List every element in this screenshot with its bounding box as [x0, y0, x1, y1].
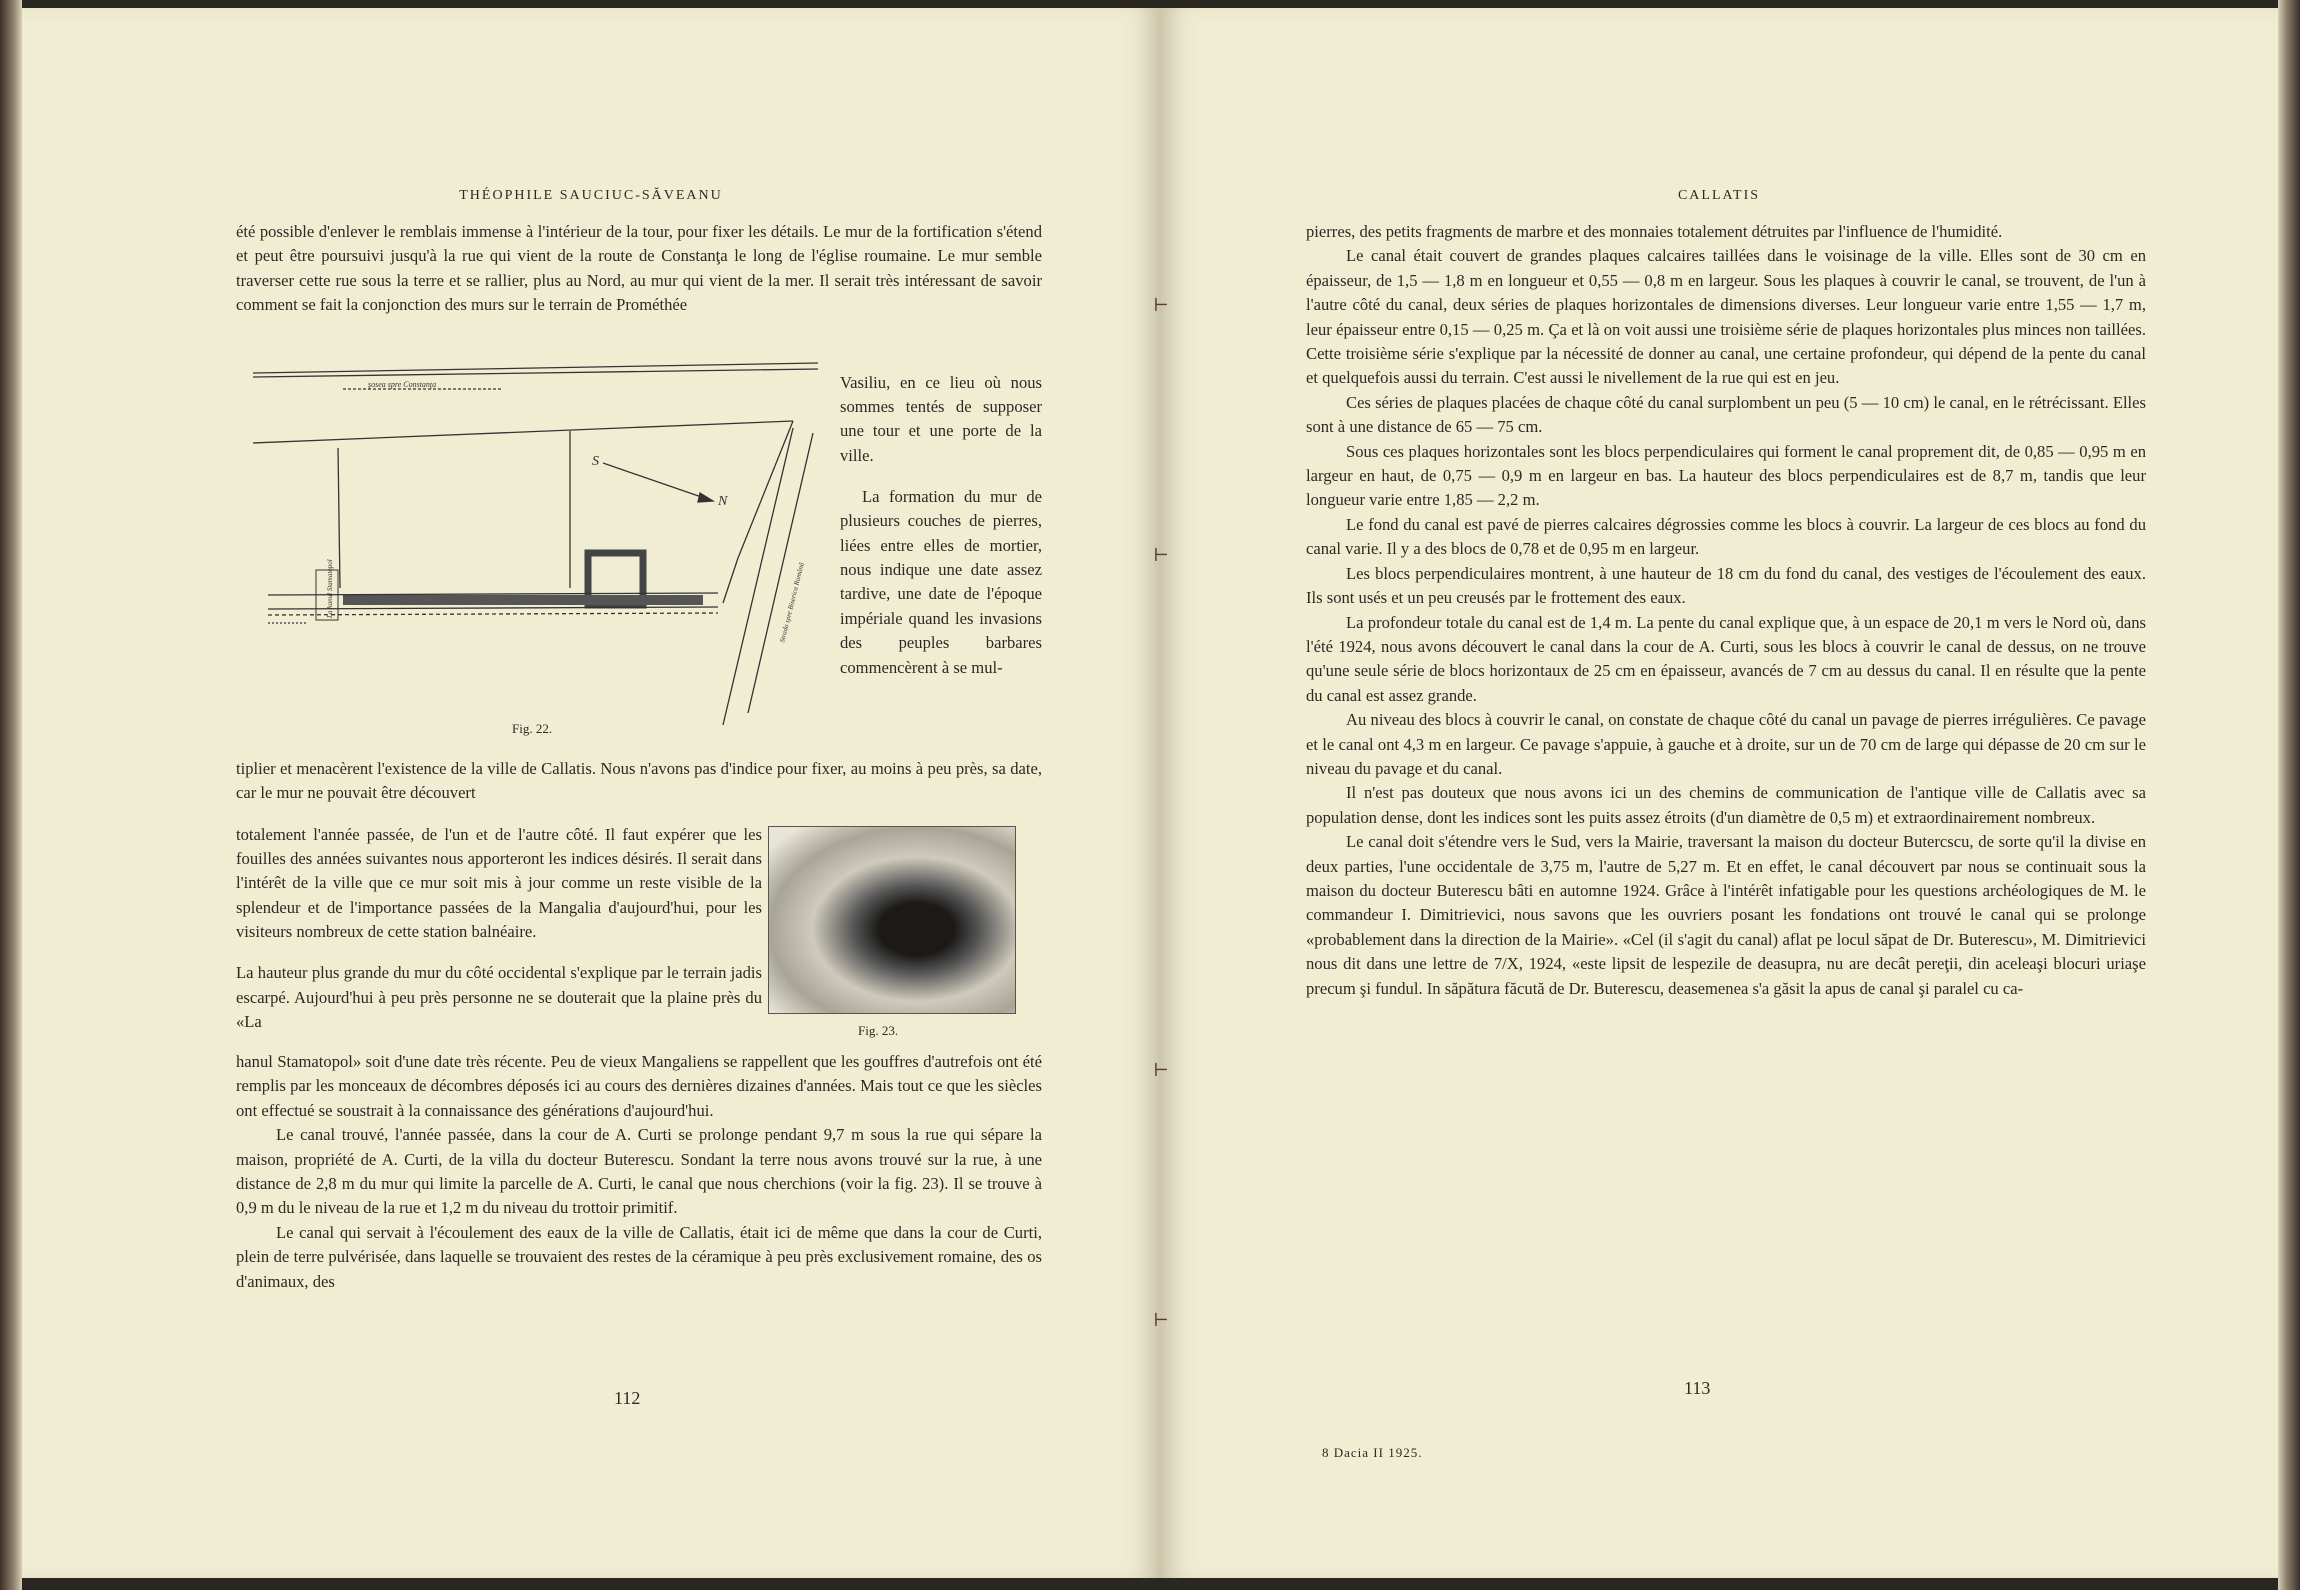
right-para-6: Les blocs perpendiculaires montrent, à une hauteur de 18 cm du fond du canal, des vestiges de l'écoulement des eaux. Ils sont usés et un peu creusés par le frottement des eaux. [1306, 563, 2146, 608]
fig22-south-label: S [592, 454, 599, 469]
figure-23-caption: Fig. 23. [858, 1023, 899, 1038]
figure-23-photo [768, 826, 1016, 1014]
left-para3-full: hanul Stamatopol» soit d'une date très récente. Peu de vieux Mangaliens se rappellent que les gouffres d'autrefois ont été remplis par les monceaux de décombres déposés ici au cours des dernières dizaines d'années. Mais tout ce que les siècles ont effectué se soustrait à la connaissance des générations d'aujourd'hui. Le canal trouvé, l'année passée, dans la cour de A. Curti se prolonge pendant 9,7 m sous la rue qui sépare la maison, propriété de A. Curti, de la villa du docteur Buterescu. Sondant la terre nous avons trouvé sur la rue, à une distance de 2,8 m du mur qui limite la parcelle de A. Curti, le canal que nous cherchions (voir la fig. 23). Il se trouve à 0,9 m du le niveau de la rue et 1,2 m du niveau du trottoir primitif. Le canal qui servait à l'écoulement des eaux de la ville de Callatis, était ici de même que dans la cour de Curti, plein de terre pulvérisée, dans laquelle se trouvaient des restes de la céramique à peu près exclusivement romaine, des os d'animaux, des [236, 1050, 1042, 1294]
figure-22-plan [248, 353, 838, 748]
right-para-7: La profondeur totale du canal est de 1,4 m. La pente du canal explique que, à un espace de 20,1 m vers le Nord où, dans l'été 1924, nous avons découvert le canal dans la cour de A. Curti, sous les blocs à couvrir le canal de dessus, on ne trouve qu'une seule série de blocs horizontaux de 25 cm en épaisseur, avancés de 7 cm au dessus du canal. Il en résulte que la pente du canal est assez grande. [1306, 612, 2146, 705]
left-para2-wrap2: totalement l'année passée, de l'un et de l'autre côté. Il faut expérer que les fouilles des années suivantes nous apporteront les indices désirés. Il serait dans l'intérêt de la ville que ce mur soit mis à jour comme un reste visible de la splendeur et de l'importance passées de la Mangalia d'aujourd'hui, pour les visiteurs nombreux de cette station balnéaire. La hauteur plus grande du mur du côté occidental s'explique par le terrain jadis escarpé. Aujourd'hui à peu près personne ne se douterait que la plaine près du «La [236, 824, 762, 1032]
fig22-road-label: şosea spre Constanţa [368, 380, 437, 389]
left-para1-wrap: Vasiliu, en ce lieu où nous sommes tentés de supposer une tour et une porte de la ville. La formation du mur de plusieurs couches de pierres, liées entre elles de mortier, nous indique une date assez tardive, une date de l'époque impériale quand les invasions des peuples barbares commencèrent à se mul- [840, 372, 1042, 677]
running-head-left: THÉOPHILE SAUCIUC-SĂVEANU [459, 188, 723, 203]
right-para-8: Au niveau des blocs à couvrir le canal, on constate de chaque côté du canal un pavage de pierres irrégulières. Ce pavage et le canal ont 4,3 m en largeur. Ce pavage s'appuie, à gauche et à droite, sur un de 70 cm de large qui dépasse de 20 cm sur le niveau du pavage et du canal. [1306, 710, 2146, 778]
page-number-left: 112 [614, 1388, 641, 1408]
figure-22-caption: Fig. 22. [512, 721, 553, 736]
right-page [1160, 8, 2278, 1578]
right-para-1: pierres, des petits fragments de marbre et des monnaies totalement détruites par l'influence de l'humidité. [1306, 222, 2003, 241]
book-right-edge [2278, 0, 2300, 1590]
right-para-10: Le canal doit s'étendre vers le Sud, vers la Mairie, traversant la maison du docteur Butercscu, de sorte qu'il la divise en deux parties, l'une occidentale de 3,75 m, l'autre de 5,27 m. Et en effet, le canal découvert par nous se continuait sous la maison du docteur Buterescu bâti en automne 1924. Grâce à l'intérêt infatigable pour les questions archéologiques de M. le commandeur I. Dimitrievici, nous savons que les ouvriers posant les fondations ont trouvé le canal qui se prolonge «probablement dans la direction de la Mairie». «Cel (il s'agit du canal) aflat pe locul săpat de Dr. Buterescu», M. Dimitrievici nous dit dans une lettre de 7/X, 1924, «este lipsit de lespezile de deasupra, nu are decât pereţii, din aceleaşi blocuri uriaşe precum şi fundul. In săpătura făcută de Dr. Buterescu, deasemenea s'a găsit la apus de canal şi paralel cu ca- [1306, 832, 2146, 998]
right-para-4: Sous ces plaques horizontales sont les blocs perpendiculaires qui forment le canal proprement dit, de 0,85 — 0,95 m en largeur en haut, de 0,75 — 0,9 m en largeur en bas. La hauteur des blocs perpendiculaires est de 8,7 m, tandis que leur longueur varie entre 1,85 — 2,2 m. [1306, 441, 2146, 510]
page-number-right: 113 [1684, 1378, 1711, 1398]
left-page [22, 8, 1160, 1578]
left-para5: Le canal qui servait à l'écoulement des eaux de la ville de Callatis, était ici de même que dans la cour de Curti, plein de terre pulvérisée, dans laquelle se trouvaient des restes de la céramique à peu près exclusivement romaine, des os d'animaux, des [236, 1222, 1042, 1291]
right-para-2: Le canal était couvert de grandes plaques calcaires taillées dans le voisinage de la ville. Elles sont de 30 cm en épaisseur, de 1,5 — 1,8 m en longueur et 0,55 — 0,8 m en largeur. Sous les plaques à couvrir le canal, se trouvent, de l'un à l'autre côté du canal, deux séries de plaques horizontales de dimensions diverses. Leur longueur varie entre 1,55 — 1,7 m, leur épaisseur entre 0,15 — 0,25 m. Ça et là on voit aussi une troisième série de plaques horizontales plus minces non taillées. Cette troisième série s'explique par la nécessité de donner au canal, une certaine profondeur, qui dépend de la pente du canal et quelquefois aussi du terrain. C'est aussi le nivellement de la rue qui est en jeu. [1306, 246, 2146, 388]
left-para4: Le canal trouvé, l'année passée, dans la cour de A. Curti se prolonge pendant 9,7 m sous la rue qui sépare la maison, propriété de A. Curti, de la villa du docteur Buterescu. Sondant la terre nous avons trouvé sur la rue, à une distance de 2,8 m du mur qui limite la parcelle de A. Curti, le canal que nous cherchions (voir la fig. 23). Il se trouve à 0,9 m du le niveau de la rue et 1,2 m du niveau du trottoir primitif. [236, 1125, 1042, 1218]
running-head-right: CALLATIS [1677, 188, 1761, 203]
fig22-north-label: N [718, 494, 728, 509]
binding-stitch: ⊢ [1153, 1310, 1169, 1330]
right-para-5: Le fond du canal est pavé de pierres calcaires dégrossies comme les blocs à couvrir. La largeur de ces blocs au fond du canal varie. Il y a des blocs de 0,78 et de 0,95 m en largeur. [1306, 514, 2146, 559]
binding-stitch: ⊢ [1153, 1060, 1169, 1080]
left-para2-full: tiplier et menacèrent l'existence de la ville de Callatis. Nous n'avons pas d'indice pour fixer, au moins à peu près, sa date, car le mur ne pouvait être découvert [236, 759, 1042, 803]
fig22-side-right-label: Strada spre Biserica Română [778, 561, 806, 644]
fig22-side-left-label: La hanul Stamatopol [326, 559, 334, 618]
left-para1-top: été possible d'enlever le remblais immense à l'intérieur de la tour, pour fixer les détails. Le mur de la fortification s'étend et peut être poursuivi jusqu'à la rue qui vient de la route de Constanţa le long de l'église roumaine. Le mur semble traverser cette rue sous la terre et se rallier, plus au Nord, au mur qui vient de la mer. Il serait très intéressant de savoir comment se fait la conjonction des murs sur le terrain de Prométhée [236, 222, 1042, 315]
right-para-3: Ces séries de plaques placées de chaque côté du canal surplombent un peu (5 — 10 cm) le canal, en le rétrécissant. Elles sont à une distance de 65 — 75 cm. [1306, 392, 2146, 437]
right-para-9: Il n'est pas douteux que nous avons ici un des chemins de communication de l'antique ville de Callatis avec sa population dense, dont les indices sont les puits assez étroits (d'un diamètre de 0,5 m) et extraordinairement nombreux. [1306, 783, 2146, 827]
right-body-text [1306, 220, 2146, 1001]
book-left-edge [0, 0, 22, 1590]
binding-stitch: ⊢ [1153, 545, 1169, 565]
binding-stitch: ⊢ [1153, 295, 1169, 315]
page-footer: 8 Dacia II 1925. [1322, 1445, 1423, 1460]
